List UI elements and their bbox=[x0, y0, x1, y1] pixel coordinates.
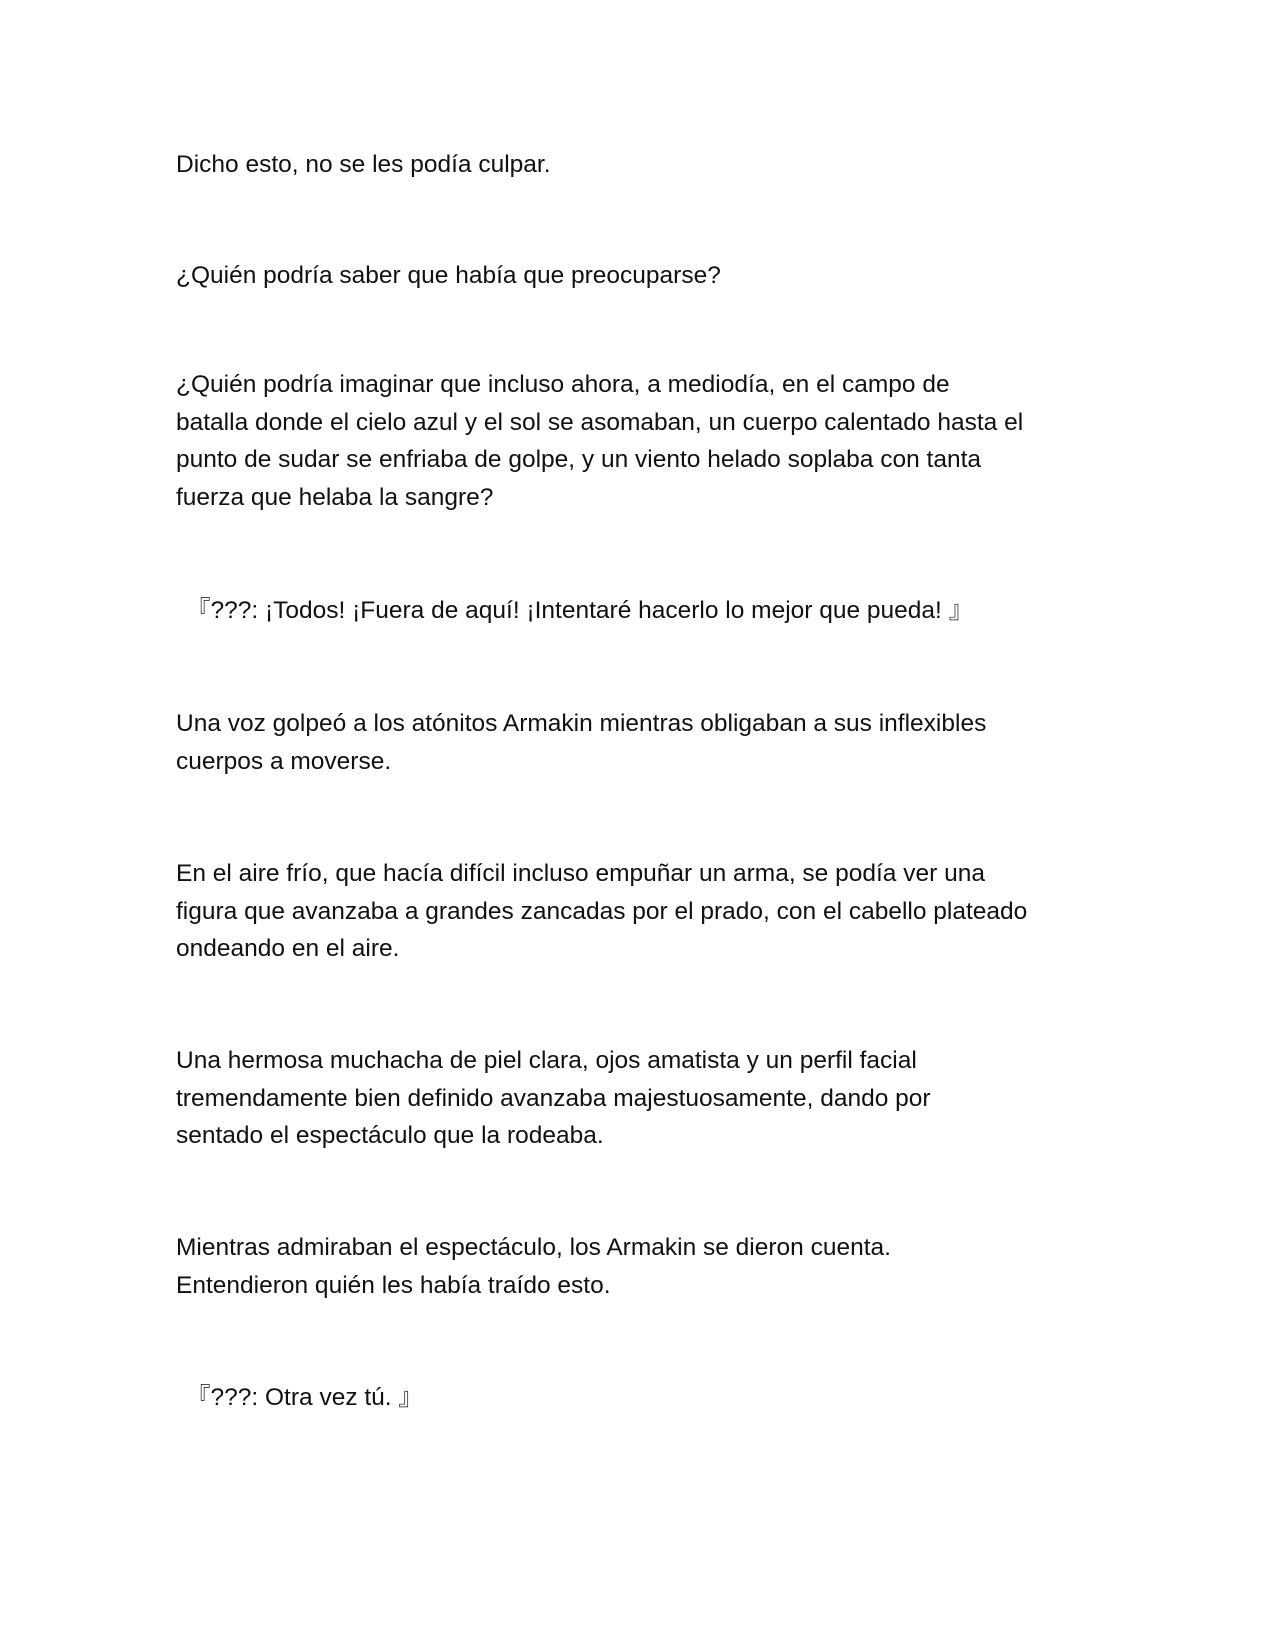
text-line: ¿Quién podría saber que había que preocuparse? bbox=[176, 262, 721, 289]
paragraph-dialogue bbox=[186, 1379, 1106, 1417]
text-line: fuerza que helaba la sangre? bbox=[176, 483, 494, 511]
text-line: Una voz golpeó a los atónitos Armakin mientras obligaban a sus inflexibles bbox=[176, 710, 987, 737]
text-line: cuerpos a moverse. bbox=[176, 747, 392, 775]
paragraph-narration bbox=[176, 146, 1096, 184]
dialogue-line: 『???: ¡Todos! ¡Fuera de aquí! ¡Intentaré hacerlo lo mejor que pueda! 』 bbox=[186, 597, 974, 624]
text-line: ondeando en el aire. bbox=[176, 935, 400, 962]
text-line: batalla donde el cielo azul y el sol se asomaban, un cuerpo calentado hasta el bbox=[176, 408, 1024, 436]
text-line: Dicho esto, no se les podía culpar. bbox=[176, 151, 551, 178]
paragraph-narration bbox=[176, 1229, 1096, 1304]
paragraph-narration bbox=[176, 705, 1096, 780]
paragraph-narration bbox=[176, 855, 1096, 968]
text-line: En el aire frío, que hacía difícil incluso empuñar un arma, se podía ver una bbox=[176, 860, 985, 887]
paragraph-narration bbox=[176, 257, 1096, 295]
text-line: ¿Quién podría imaginar que incluso ahora, a mediodía, en el campo de bbox=[176, 371, 950, 398]
dialogue-line: 『???: Otra vez tú. 』 bbox=[186, 1384, 423, 1411]
text-line: figura que avanzaba a grandes zancadas por el prado, con el cabello plateado bbox=[176, 897, 1028, 925]
text-line: sentado el espectáculo que la rodeaba. bbox=[176, 1122, 604, 1149]
paragraph-dialogue bbox=[186, 592, 1106, 630]
text-line: Mientras admiraban el espectáculo, los Armakin se dieron cuenta. bbox=[176, 1234, 891, 1261]
text-line: Entendieron quién les había traído esto. bbox=[176, 1271, 611, 1299]
text-line: punto de sudar se enfriaba de golpe, y un viento helado soplaba con tanta bbox=[176, 446, 982, 473]
paragraph-narration bbox=[176, 1042, 1096, 1155]
text-line: Una hermosa muchacha de piel clara, ojos amatista y un perfil facial bbox=[176, 1047, 917, 1074]
text-line: tremendamente bien definido avanzaba majestuosamente, dando por bbox=[176, 1084, 931, 1112]
paragraph-narration bbox=[176, 366, 1096, 516]
